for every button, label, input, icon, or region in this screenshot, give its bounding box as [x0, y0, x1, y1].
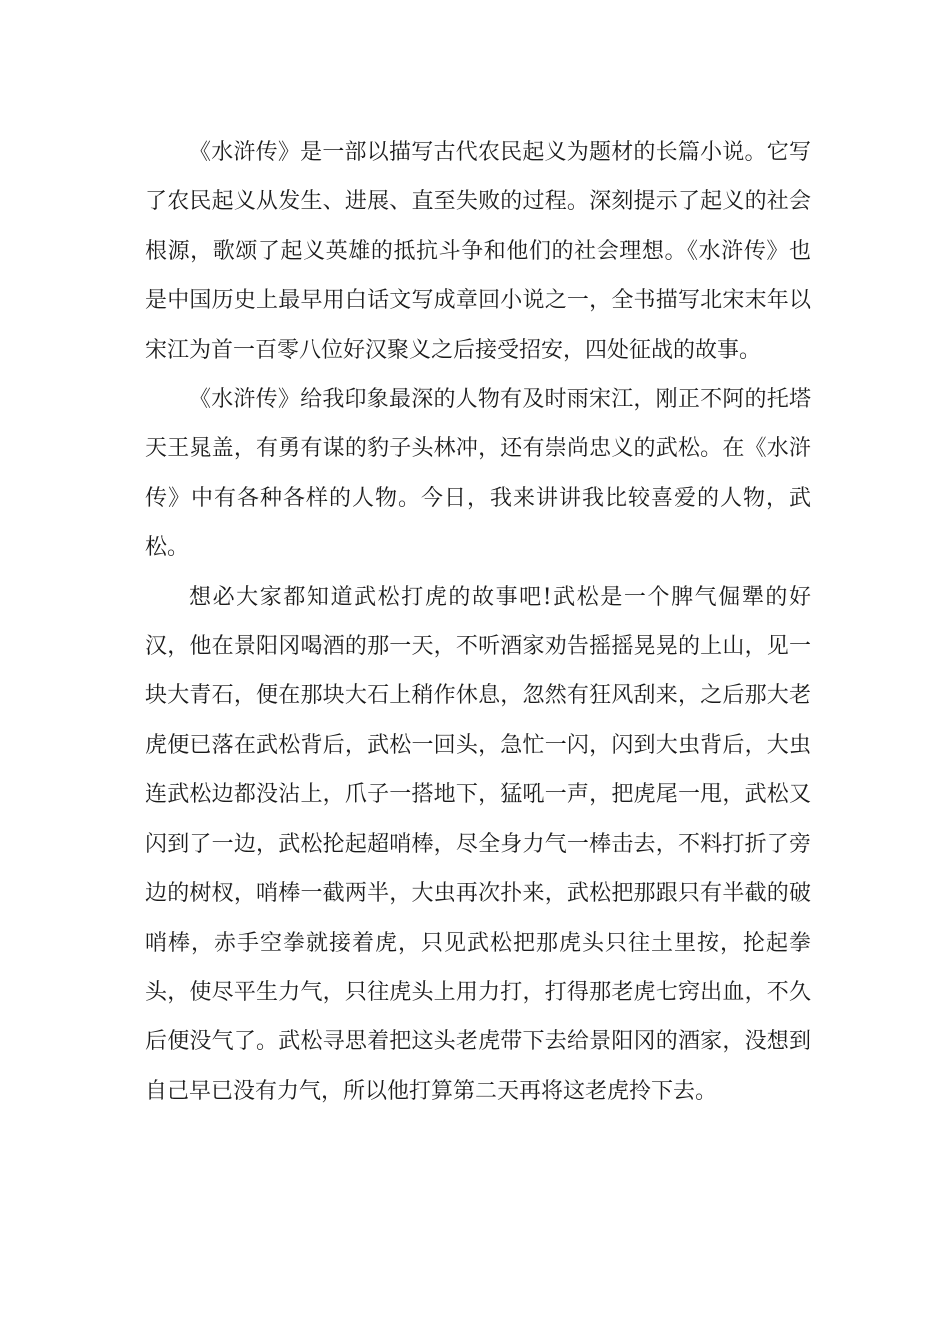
document-page — [145, 128, 811, 1116]
paragraph-wusong-tiger: 想必大家都知道武松打虎的故事吧!武松是一个脾气倔犟的好汉，他在景阳冈喝酒的那一天，不听酒家劝告摇摇晃晃的上山，见一块大青石，便在那块大石上稍作休息，忽然有狂风刮来，之后那大老虎便已落在武松背后，武松一回头，急忙一闪，闪到大虫背后，大虫连武松边都没沾上，爪子一搭地下，猛吼一声，把虎尾一甩，武松又闪到了一边，武松抡起超哨棒，尽全身力气一棒击去，不料打折了旁边的树杈，哨棒一截两半，大虫再次扑来，武松把那跟只有半截的破哨棒，赤手空拳就接着虎，只见武松把那虎头只往土里按，抡起拳头，使尽平生力气，只往虎头上用力打，打得那老虎七窍出血，不久后便没气了。武松寻思着把这头老虎带下去给景阳冈的酒家，没想到自己早已没有力气，所以他打算第二天再将这老虎拎下去。 — [145, 584, 811, 1104]
paragraph-intro: 《水浒传》是一部以描写古代农民起义为题材的长篇小说。它写了农民起义从发生、进展、直至失败的过程。深刻提示了起义的社会根源，歌颂了起义英雄的抵抗斗争和他们的社会理想。《水浒传》也是中国历史上最早用白话文写成章回小说之一，全书描写北宋末年以宋江为首一百零八位好汉聚义之后接受招安，四处征战的故事。 — [145, 140, 811, 363]
paragraph-characters: 《水浒传》给我印象最深的人物有及时雨宋江，刚正不阿的托塔天王晁盖，有勇有谋的豹子头林冲，还有崇尚忠义的武松。在《水浒传》中有各种各样的人物。今日，我来讲讲我比较喜爱的人物，武松。 — [145, 387, 811, 561]
